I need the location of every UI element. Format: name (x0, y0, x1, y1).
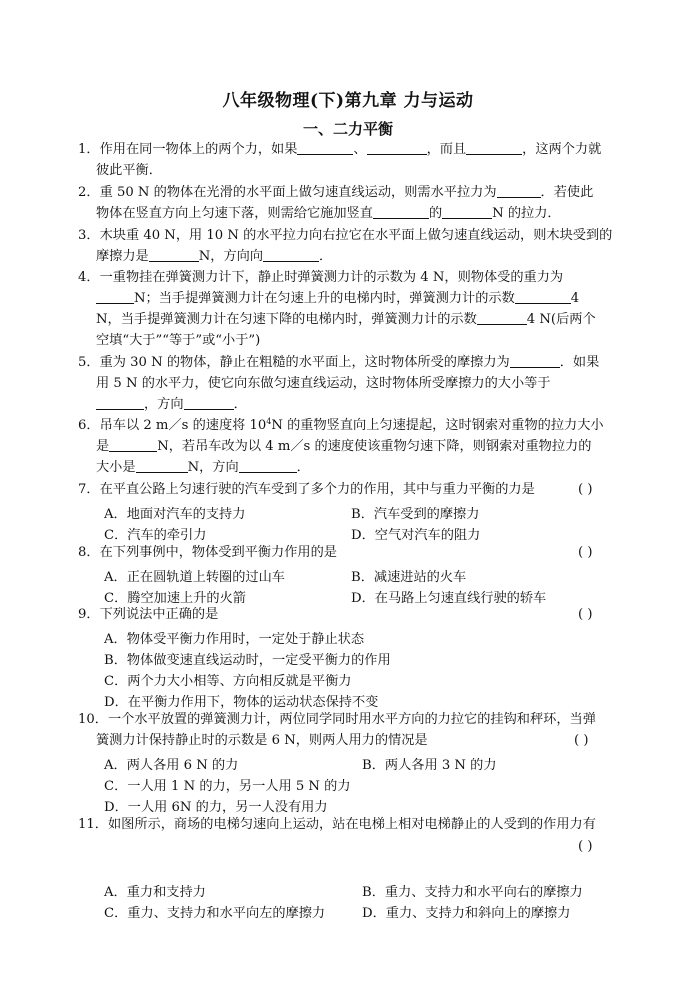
page-title: 八年级物理(下)第九章 力与运动 (222, 91, 474, 111)
question-5-line-2: 用 5 N 的水平力，使它向东做匀速直线运动，这时物体所受摩擦力的大小等于 (96, 376, 551, 391)
answer-paren: ( ) (574, 733, 589, 748)
option-a: A．重力和支持力 (104, 885, 206, 900)
question-10-line-1: 10．一个水平放置的弹簧测力计，两位同学同时用水平方向的力拉它的挂钩和秤环，当弹 (78, 712, 596, 727)
option-a: A．物体受平衡力作用时，一定处于静止状态 (104, 632, 365, 647)
option-c: C．腾空加速上升的火箭 (104, 591, 246, 606)
option-a: A．正在圆轨道上转圈的过山车 (104, 570, 285, 585)
answer-blank[interactable] (442, 206, 492, 219)
question-4-line-3: N，当手提弹簧测力计在匀速下降的电梯内时，弹簧测力计的示数 4 N(后两个 (96, 312, 596, 327)
option-c: C．一人用 1 N 的力，另一人用 5 N 的力 (104, 779, 351, 794)
answer-blank[interactable] (239, 460, 297, 473)
section-title: 一、二力平衡 (302, 120, 393, 138)
question-2-line-2: 物体在竖直方向上匀速下落，则需给它施加竖直 的 N 的拉力． (96, 206, 561, 221)
answer-blank[interactable] (477, 312, 527, 325)
option-d: D．在马路上匀速直线行驶的轿车 (351, 591, 547, 606)
question-6-line-2: 是 N，若吊车改为以 4 m／s 的速度使该重物匀速下降，则钢索对重物拉力的 (96, 439, 592, 454)
question-2-line-1: 2．重 50 N 的物体在光滑的水平面上做匀速直线运动，则需水平拉力为 ．若使此 (78, 185, 594, 200)
answer-paren: ( ) (578, 839, 593, 854)
option-a: A．地面对汽车的支持力 (104, 507, 246, 522)
question-11-line-1: 11．如图所示，商场的电梯匀速向上运动，站在电梯上相对电梯静止的人受到的作用力有 (78, 817, 596, 832)
answer-paren: ( ) (578, 482, 593, 497)
answer-blank[interactable] (497, 185, 541, 198)
answer-blank[interactable] (96, 397, 144, 410)
question-3-line-1: 3．木块重 40 N，用 10 N 的水平拉力向右拉它在水平面上做匀速直线运动，则木块受到的 (78, 228, 613, 243)
answer-blank[interactable] (136, 460, 188, 473)
question-4-line-2: N；当手提弹簧测力计在匀速上升的电梯内时，弹簧测力计的示数 4 (96, 291, 579, 307)
question-3-line-2: 摩擦力是 N，方向向 ． (96, 249, 333, 264)
answer-blank[interactable] (109, 439, 157, 452)
question-1-line-1: 1．作用在同一物体上的两个力，如果 、 ，而且 ，这两个力就 (78, 142, 602, 157)
option-d: D．一人用 6N 的力，另一人没有用力 (104, 800, 328, 815)
option-a: A．两人各用 6 N 的力 (104, 758, 239, 773)
answer-blank[interactable] (263, 249, 319, 262)
option-c: C．重力、支持力和水平向左的摩擦力 (104, 906, 326, 921)
option-b: B．汽车受到的摩擦力 (351, 507, 480, 522)
answer-blank[interactable] (184, 397, 234, 410)
option-b: B．两人各用 3 N 的力 (362, 758, 497, 773)
question-1-line-2: 彼此平衡． (96, 163, 162, 178)
question-5-line-3: ，方向 ． (96, 397, 247, 413)
answer-blank[interactable] (96, 291, 134, 304)
option-b: B．物体做变速直线运动时，一定受平衡力的作用 (104, 653, 391, 668)
option-c: C．汽车的牵引力 (104, 528, 207, 543)
option-d: D．在平衡力作用下，物体的运动状态保持不变 (104, 695, 379, 710)
question-4-line-1: 4．一重物挂在弹簧测力计下，静止时弹簧测力计的示数为 4 N，则物体受的重力为 (78, 270, 564, 285)
answer-paren: ( ) (578, 607, 593, 622)
question-6-line-1: 6．吊车以 2 m／s 的速度将 $10^4N$ 的重物竖直向上匀速提起，这时钢索对重物的拉力大小 (78, 417, 604, 433)
answer-blank[interactable] (373, 206, 429, 219)
answer-blank[interactable] (149, 249, 199, 262)
question-5-line-1: 5．重为 30 N 的物体，静止在粗糙的水平面上，这时物体所受的摩擦力为 ．如果 (78, 355, 600, 370)
question-4-line-4: 空填“大于”“等于”或“小于”) (96, 333, 261, 348)
answer-blank[interactable] (510, 355, 560, 368)
option-d: D．重力、支持力和斜向上的摩擦力 (362, 906, 571, 921)
option-c: C．两个力大小相等、方向相反就是平衡力 (104, 674, 352, 689)
answer-paren: ( ) (578, 545, 593, 560)
option-b: B．减速进站的火车 (351, 570, 467, 585)
option-d: D．空气对汽车的阻力 (351, 528, 481, 543)
question-6-line-3: 大小是 N，方向 ． (96, 460, 310, 475)
question-10-line-2: 簧测力计保持静止时的示数是 6 N，则两人用力的情况是 (96, 733, 428, 748)
question-8-stem: 8．在下列事例中，物体受到平衡力作用的是 (78, 545, 337, 560)
question-7-stem: 7．在平直公路上匀速行驶的汽车受到了多个力的作用，其中与重力平衡的力是 (78, 482, 535, 497)
option-b: B．重力、支持力和水平向右的摩擦力 (362, 885, 583, 900)
question-9-stem: 9．下列说法中正确的是 (78, 607, 219, 622)
answer-blank[interactable] (297, 142, 353, 155)
answer-blank[interactable] (367, 142, 427, 155)
answer-blank[interactable] (515, 291, 571, 304)
answer-blank[interactable] (466, 142, 522, 155)
